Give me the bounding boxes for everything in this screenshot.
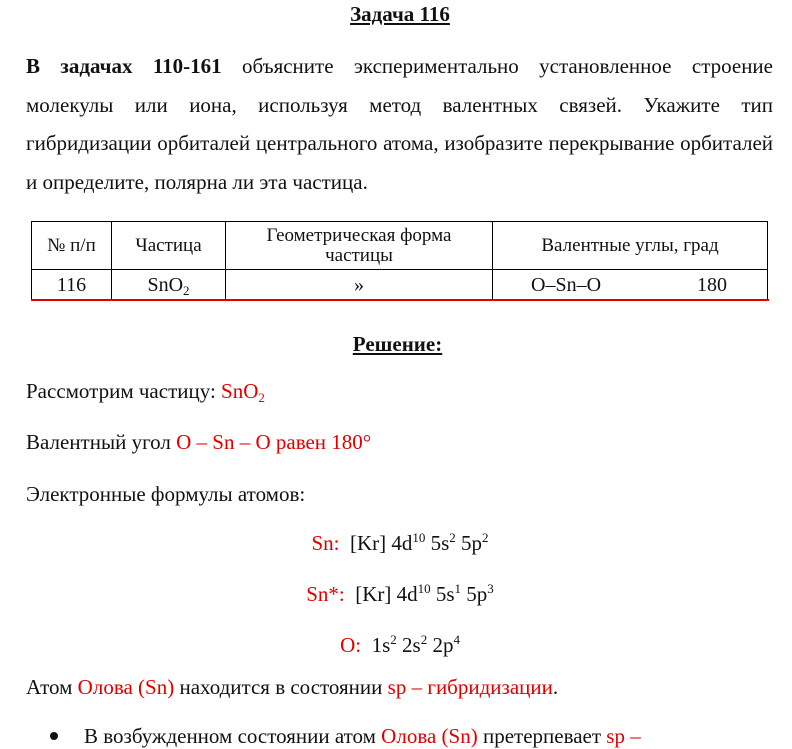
- formula-sn-e3: 2: [482, 530, 489, 545]
- electron-formulas-label: Электронные формулы атомов:: [26, 482, 306, 506]
- formula-sn-core: [Kr] 4d: [349, 531, 413, 555]
- header-geometry-line2: частицы: [325, 244, 393, 266]
- bullet-text: [84, 724, 774, 749]
- formula-sn-star-p3: 5p: [461, 582, 488, 606]
- formula-sn-star-e1: 10: [417, 581, 431, 596]
- hybrid-line: [26, 675, 558, 700]
- formula-o-p3: 2p: [427, 633, 454, 657]
- cell-angles: [493, 270, 768, 301]
- header-num: № п/п: [32, 222, 112, 270]
- consider-formula-main: SnO: [221, 379, 259, 403]
- cell-geometry: »: [226, 270, 493, 301]
- formula-sn-label: Sn:: [311, 531, 340, 555]
- table-header-row: [32, 222, 768, 270]
- formula-sn-p2: 5s: [425, 531, 450, 555]
- hybrid-t3: .: [552, 675, 559, 699]
- header-geometry-line1: Геометрическая форма: [266, 224, 452, 246]
- page-title: Задача 116: [350, 2, 450, 26]
- formula-o: [0, 633, 792, 658]
- formula-o-p2: 2s: [396, 633, 421, 657]
- hybrid-t2: находится в состоянии: [174, 675, 388, 699]
- task-range: В задачах 110-161: [26, 54, 222, 78]
- formula-o-p1: 1s: [371, 633, 391, 657]
- bullet-icon: [50, 732, 58, 740]
- valence-angle-text: Валентный угол: [26, 430, 177, 454]
- bullet-atom: Олова (Sn): [381, 724, 478, 748]
- formula-sn-e1: 10: [412, 530, 426, 545]
- formula-sn-e2: 2: [449, 530, 456, 545]
- cell-angle-value: 180: [697, 273, 727, 296]
- solution-heading: Решение:: [352, 332, 443, 356]
- cell-particle-main: SnO: [147, 273, 184, 296]
- consider-text: Рассмотрим частицу:: [26, 379, 222, 403]
- table-row: [32, 270, 768, 301]
- bullet-t2: претерпевает: [477, 724, 607, 748]
- red-underline: [31, 299, 769, 301]
- header-geometry: [226, 222, 493, 270]
- cell-particle-sub: 2: [183, 282, 190, 298]
- list-item: [50, 724, 780, 749]
- formula-o-label: O:: [340, 633, 362, 657]
- consider-formula-sub: 2: [258, 390, 265, 405]
- formula-o-e1: 2: [390, 632, 397, 647]
- task-description: [26, 47, 773, 201]
- formula-sn-star-p2: 5s: [430, 582, 455, 606]
- bullet-t1: В возбужденном состоянии атом: [84, 724, 382, 748]
- hybrid-t1: Атом: [26, 675, 78, 699]
- task-table: [31, 221, 768, 301]
- formula-sn-star-core: [Kr] 4d: [355, 582, 418, 606]
- formula-sn-star-e2: 1: [454, 581, 462, 596]
- formula-sn-star-e3: 3: [487, 581, 494, 596]
- header-particle: Частица: [112, 222, 226, 270]
- hybrid-type: sp – гибридизации: [387, 675, 553, 699]
- cell-angle-label: O–Sn–O: [531, 273, 602, 296]
- formula-o-e2: 2: [420, 632, 428, 647]
- formula-sn-star: [0, 582, 792, 607]
- task-text: объясните экспериментально установленное строение молекулы или иона, используя метод валентных связей. Укажите тип гибридизации орбиталей центрального атома, изобразите перекрывание орбиталей и определите, полярна ли эта частица.: [26, 54, 773, 194]
- cell-particle: [112, 270, 226, 301]
- formula-sn-star-label: Sn*:: [306, 582, 345, 606]
- bullet-type: sp –: [606, 724, 641, 748]
- hybrid-atom: Олова (Sn): [77, 675, 175, 699]
- header-angles: Валентные углы, град: [493, 222, 768, 270]
- formula-sn: [0, 531, 792, 556]
- formula-o-e3: 4: [453, 632, 460, 647]
- valence-angle-line: [26, 430, 371, 455]
- consider-line: [26, 379, 265, 404]
- cell-num: 116: [32, 270, 112, 301]
- formula-sn-p3: 5p: [455, 531, 483, 555]
- consider-formula: [221, 379, 265, 403]
- valence-angle-value: O – Sn – O равен 180°: [176, 430, 372, 454]
